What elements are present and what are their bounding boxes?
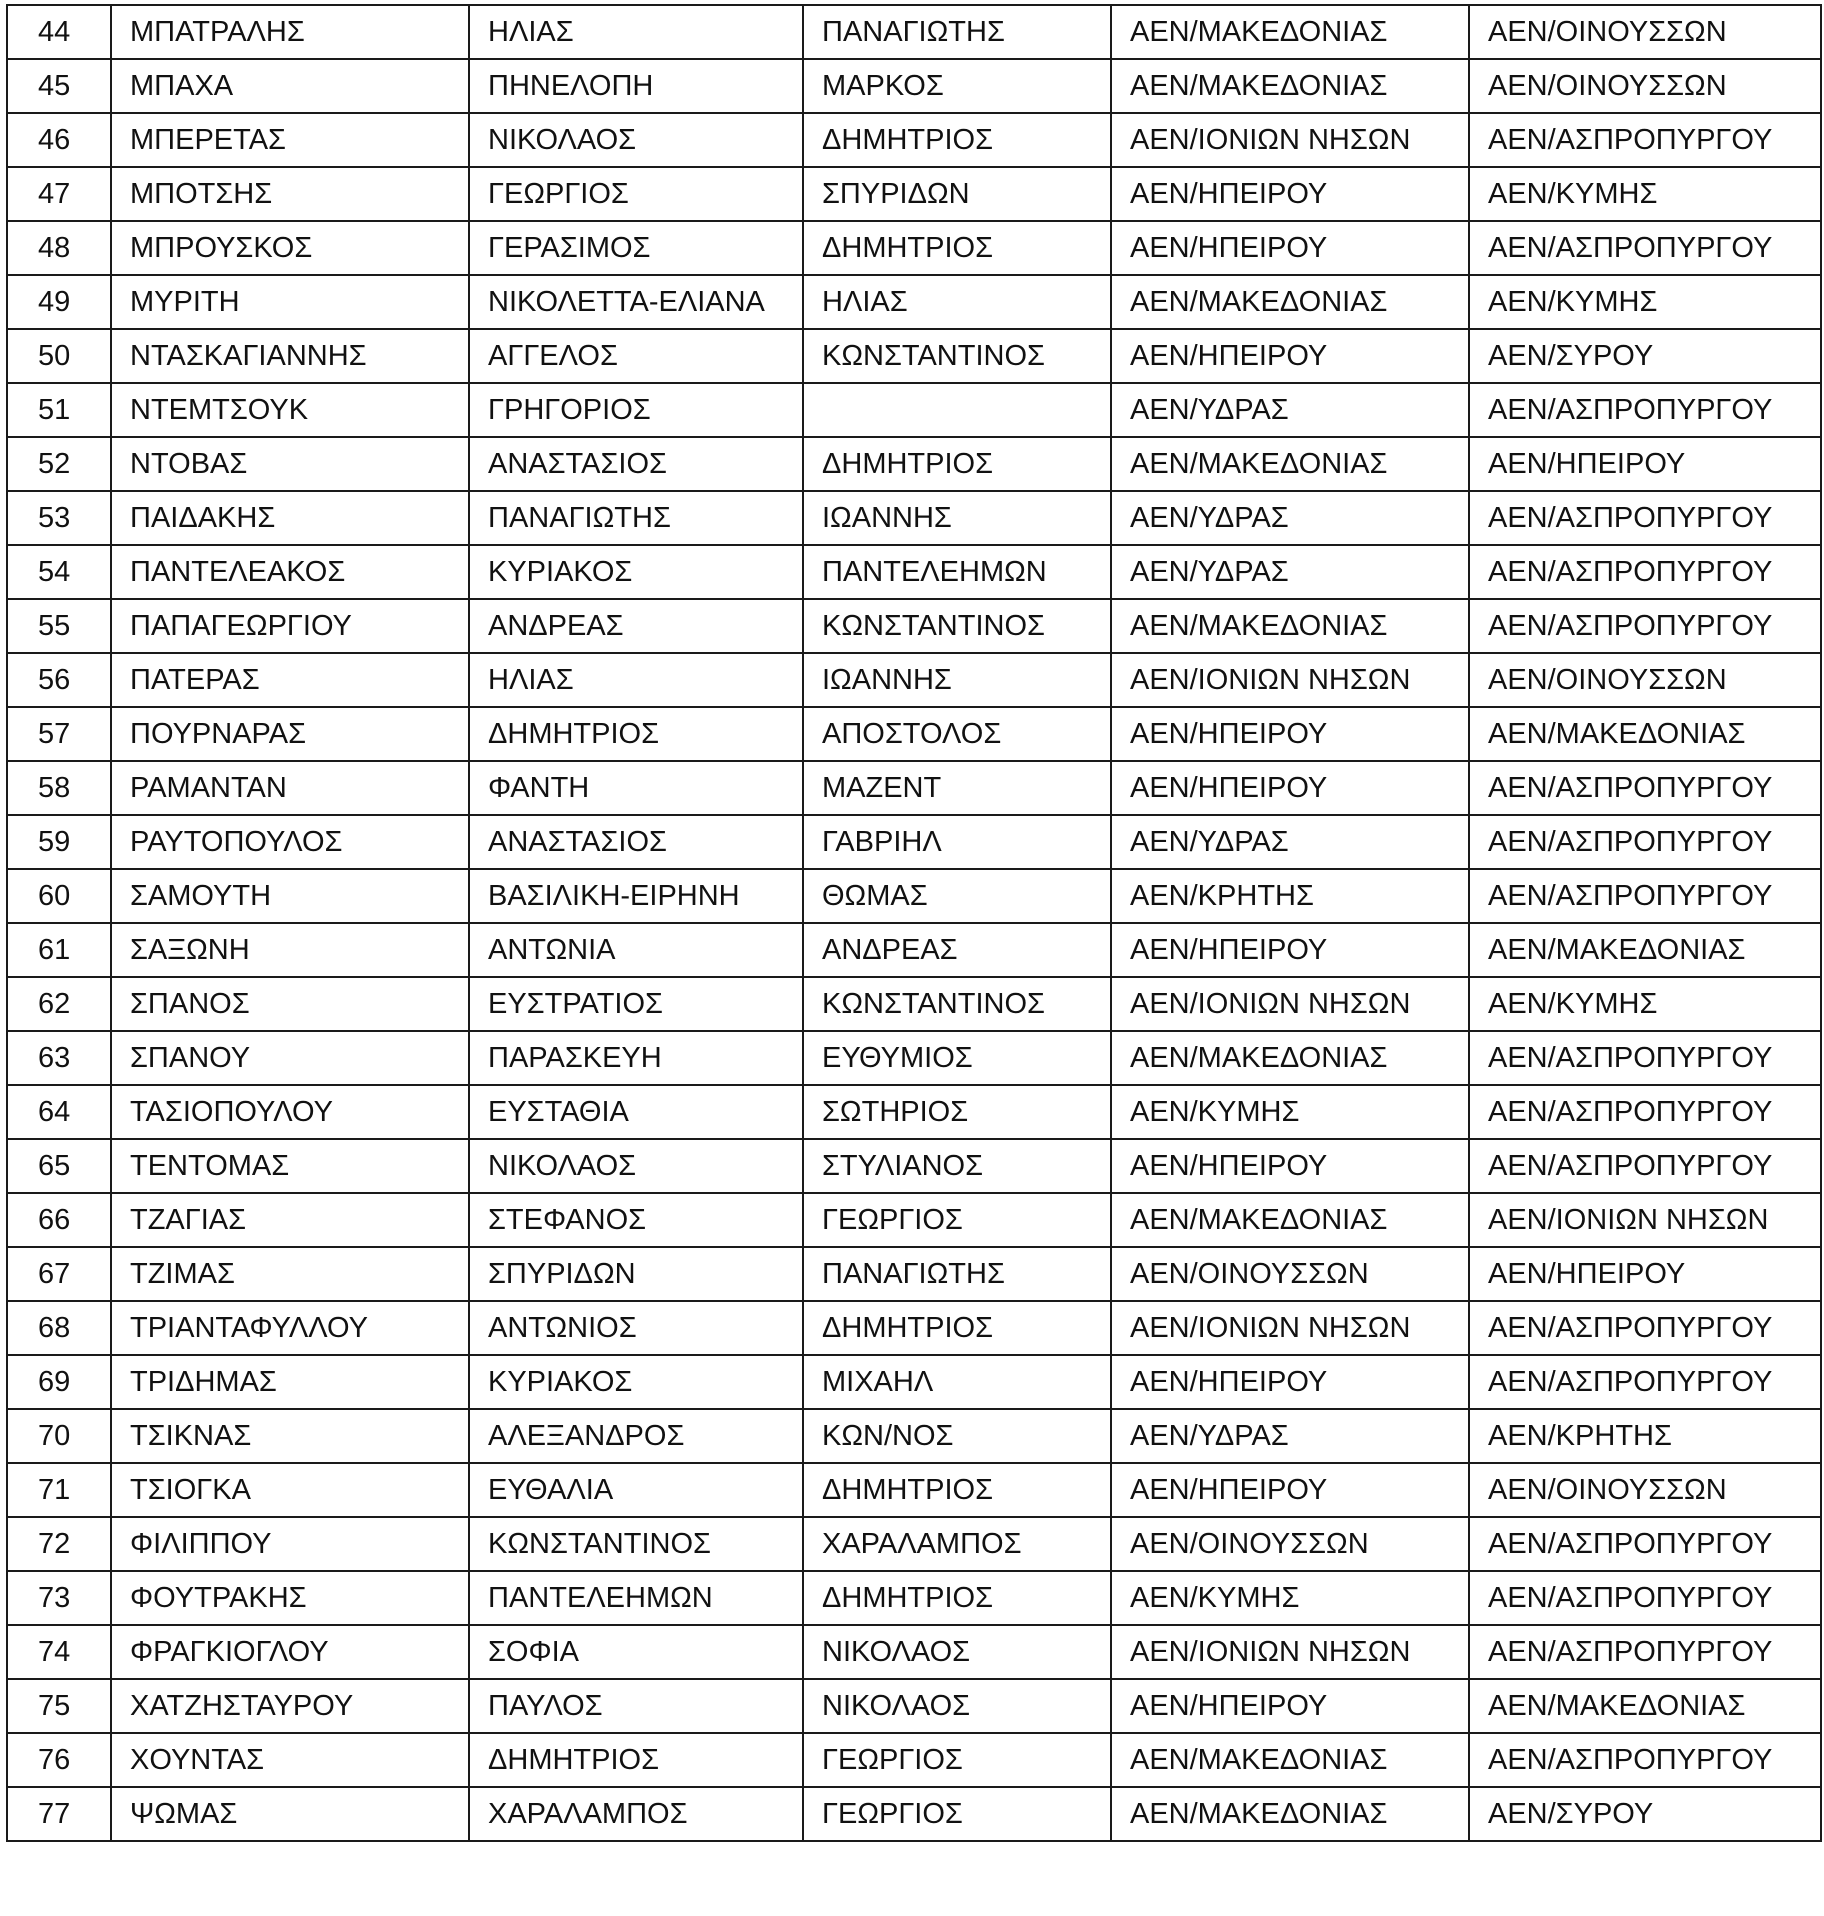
destination-school-cell: ΑΕΝ/ΑΣΠΡΟΠΥΡΓΟΥ bbox=[1469, 545, 1821, 599]
surname-cell: ΣΑΜΟΥΤΗ bbox=[111, 869, 469, 923]
destination-school-cell: ΑΕΝ/ΑΣΠΡΟΠΥΡΓΟΥ bbox=[1469, 1517, 1821, 1571]
first-name-cell: ΕΥΣΤΡΑΤΙΟΣ bbox=[469, 977, 803, 1031]
first-name-cell: ΝΙΚΟΛΑΟΣ bbox=[469, 1139, 803, 1193]
first-name-cell: ΒΑΣΙΛΙΚΗ-ΕΙΡΗΝΗ bbox=[469, 869, 803, 923]
table-row bbox=[7, 167, 1821, 221]
row-number: 55 bbox=[7, 599, 111, 653]
destination-school-cell: ΑΕΝ/ΜΑΚΕΔΟΝΙΑΣ bbox=[1469, 923, 1821, 977]
destination-school-cell: ΑΕΝ/ΣΥΡΟΥ bbox=[1469, 1787, 1821, 1841]
destination-school-cell: ΑΕΝ/ΚΥΜΗΣ bbox=[1469, 275, 1821, 329]
first-name-cell: ΓΡΗΓΟΡΙΟΣ bbox=[469, 383, 803, 437]
destination-school-cell: ΑΕΝ/ΑΣΠΡΟΠΥΡΓΟΥ bbox=[1469, 221, 1821, 275]
first-name-cell: ΓΕΡΑΣΙΜΟΣ bbox=[469, 221, 803, 275]
table-row bbox=[7, 599, 1821, 653]
surname-cell: ΧΟΥΝΤΑΣ bbox=[111, 1733, 469, 1787]
table-row bbox=[7, 5, 1821, 59]
table-row bbox=[7, 977, 1821, 1031]
father-name-cell: ΣΠΥΡΙΔΩΝ bbox=[803, 167, 1111, 221]
first-name-cell: ΠΑΥΛΟΣ bbox=[469, 1679, 803, 1733]
father-name-cell: ΝΙΚΟΛΑΟΣ bbox=[803, 1679, 1111, 1733]
row-number: 49 bbox=[7, 275, 111, 329]
surname-cell: ΤΡΙΔΗΜΑΣ bbox=[111, 1355, 469, 1409]
row-number: 73 bbox=[7, 1571, 111, 1625]
surname-cell: ΜΥΡΙΤΗ bbox=[111, 275, 469, 329]
destination-school-cell: ΑΕΝ/ΑΣΠΡΟΠΥΡΓΟΥ bbox=[1469, 815, 1821, 869]
table-row bbox=[7, 383, 1821, 437]
table-row bbox=[7, 707, 1821, 761]
father-name-cell: ΓΕΩΡΓΙΟΣ bbox=[803, 1733, 1111, 1787]
first-name-cell: ΧΑΡΑΛΑΜΠΟΣ bbox=[469, 1787, 803, 1841]
row-number: 45 bbox=[7, 59, 111, 113]
surname-cell: ΠΑΤΕΡΑΣ bbox=[111, 653, 469, 707]
row-number: 71 bbox=[7, 1463, 111, 1517]
first-name-cell: ΓΕΩΡΓΙΟΣ bbox=[469, 167, 803, 221]
surname-cell: ΤΣΙΚΝΑΣ bbox=[111, 1409, 469, 1463]
table-row bbox=[7, 221, 1821, 275]
surname-cell: ΣΑΞΩΝΗ bbox=[111, 923, 469, 977]
origin-school-cell: ΑΕΝ/ΥΔΡΑΣ bbox=[1111, 383, 1469, 437]
father-name-cell: ΧΑΡΑΛΑΜΠΟΣ bbox=[803, 1517, 1111, 1571]
row-number: 63 bbox=[7, 1031, 111, 1085]
destination-school-cell: ΑΕΝ/ΑΣΠΡΟΠΥΡΓΟΥ bbox=[1469, 1625, 1821, 1679]
destination-school-cell: ΑΕΝ/ΑΣΠΡΟΠΥΡΓΟΥ bbox=[1469, 599, 1821, 653]
father-name-cell: ΣΤΥΛΙΑΝΟΣ bbox=[803, 1139, 1111, 1193]
row-number: 44 bbox=[7, 5, 111, 59]
row-number: 67 bbox=[7, 1247, 111, 1301]
first-name-cell: ΑΝΤΩΝΙΑ bbox=[469, 923, 803, 977]
first-name-cell: ΠΑΡΑΣΚΕΥΗ bbox=[469, 1031, 803, 1085]
father-name-cell: ΔΗΜΗΤΡΙΟΣ bbox=[803, 113, 1111, 167]
destination-school-cell: ΑΕΝ/ΑΣΠΡΟΠΥΡΓΟΥ bbox=[1469, 761, 1821, 815]
row-number: 57 bbox=[7, 707, 111, 761]
first-name-cell: ΝΙΚΟΛΑΟΣ bbox=[469, 113, 803, 167]
destination-school-cell: ΑΕΝ/ΟΙΝΟΥΣΣΩΝ bbox=[1469, 5, 1821, 59]
roster-table bbox=[6, 4, 1822, 1842]
destination-school-cell: ΑΕΝ/ΑΣΠΡΟΠΥΡΓΟΥ bbox=[1469, 491, 1821, 545]
father-name-cell: ΑΠΟΣΤΟΛΟΣ bbox=[803, 707, 1111, 761]
origin-school-cell: ΑΕΝ/ΙΟΝΙΩΝ ΝΗΣΩΝ bbox=[1111, 113, 1469, 167]
first-name-cell: ΚΥΡΙΑΚΟΣ bbox=[469, 1355, 803, 1409]
father-name-cell: ΚΩΝΣΤΑΝΤΙΝΟΣ bbox=[803, 977, 1111, 1031]
surname-cell: ΨΩΜΑΣ bbox=[111, 1787, 469, 1841]
surname-cell: ΡΑΜΑΝΤΑΝ bbox=[111, 761, 469, 815]
first-name-cell: ΠΑΝΑΓΙΩΤΗΣ bbox=[469, 491, 803, 545]
first-name-cell: ΠΑΝΤΕΛΕΗΜΩΝ bbox=[469, 1571, 803, 1625]
surname-cell: ΤΣΙΟΓΚΑ bbox=[111, 1463, 469, 1517]
father-name-cell: ΘΩΜΑΣ bbox=[803, 869, 1111, 923]
origin-school-cell: ΑΕΝ/ΗΠΕΙΡΟΥ bbox=[1111, 167, 1469, 221]
surname-cell: ΦΙΛΙΠΠΟΥ bbox=[111, 1517, 469, 1571]
row-number: 75 bbox=[7, 1679, 111, 1733]
first-name-cell: ΦΑΝΤΗ bbox=[469, 761, 803, 815]
origin-school-cell: ΑΕΝ/ΜΑΚΕΔΟΝΙΑΣ bbox=[1111, 437, 1469, 491]
row-number: 68 bbox=[7, 1301, 111, 1355]
row-number: 52 bbox=[7, 437, 111, 491]
row-number: 47 bbox=[7, 167, 111, 221]
destination-school-cell: ΑΕΝ/ΑΣΠΡΟΠΥΡΓΟΥ bbox=[1469, 1355, 1821, 1409]
first-name-cell: ΣΟΦΙΑ bbox=[469, 1625, 803, 1679]
destination-school-cell: ΑΕΝ/ΑΣΠΡΟΠΥΡΓΟΥ bbox=[1469, 113, 1821, 167]
father-name-cell: ΠΑΝΤΕΛΕΗΜΩΝ bbox=[803, 545, 1111, 599]
origin-school-cell: ΑΕΝ/ΙΟΝΙΩΝ ΝΗΣΩΝ bbox=[1111, 1625, 1469, 1679]
destination-school-cell: ΑΕΝ/ΑΣΠΡΟΠΥΡΓΟΥ bbox=[1469, 1301, 1821, 1355]
father-name-cell: ΣΩΤΗΡΙΟΣ bbox=[803, 1085, 1111, 1139]
destination-school-cell: ΑΕΝ/ΚΥΜΗΣ bbox=[1469, 977, 1821, 1031]
table-row bbox=[7, 1625, 1821, 1679]
surname-cell: ΡΑΥΤΟΠΟΥΛΟΣ bbox=[111, 815, 469, 869]
row-number: 61 bbox=[7, 923, 111, 977]
table-row bbox=[7, 1409, 1821, 1463]
father-name-cell: ΔΗΜΗΤΡΙΟΣ bbox=[803, 1571, 1111, 1625]
surname-cell: ΜΠΑΤΡΑΛΗΣ bbox=[111, 5, 469, 59]
row-number: 76 bbox=[7, 1733, 111, 1787]
table-row bbox=[7, 1193, 1821, 1247]
table-row bbox=[7, 1301, 1821, 1355]
surname-cell: ΝΤΑΣΚΑΓΙΑΝΝΗΣ bbox=[111, 329, 469, 383]
surname-cell: ΠΑΠΑΓΕΩΡΓΙΟΥ bbox=[111, 599, 469, 653]
table-row bbox=[7, 113, 1821, 167]
origin-school-cell: ΑΕΝ/ΜΑΚΕΔΟΝΙΑΣ bbox=[1111, 1733, 1469, 1787]
row-number: 54 bbox=[7, 545, 111, 599]
origin-school-cell: ΑΕΝ/ΗΠΕΙΡΟΥ bbox=[1111, 221, 1469, 275]
surname-cell: ΠΑΝΤΕΛΕΑΚΟΣ bbox=[111, 545, 469, 599]
origin-school-cell: ΑΕΝ/ΗΠΕΙΡΟΥ bbox=[1111, 707, 1469, 761]
father-name-cell: ΜΙΧΑΗΛ bbox=[803, 1355, 1111, 1409]
destination-school-cell: ΑΕΝ/ΟΙΝΟΥΣΣΩΝ bbox=[1469, 59, 1821, 113]
first-name-cell: ΑΓΓΕΛΟΣ bbox=[469, 329, 803, 383]
table-row bbox=[7, 761, 1821, 815]
row-number: 58 bbox=[7, 761, 111, 815]
surname-cell: ΜΠΟΤΣΗΣ bbox=[111, 167, 469, 221]
destination-school-cell: ΑΕΝ/ΑΣΠΡΟΠΥΡΓΟΥ bbox=[1469, 383, 1821, 437]
father-name-cell: ΓΑΒΡΙΗΛ bbox=[803, 815, 1111, 869]
first-name-cell: ΗΛΙΑΣ bbox=[469, 653, 803, 707]
table-row bbox=[7, 1247, 1821, 1301]
surname-cell: ΜΠΕΡΕΤΑΣ bbox=[111, 113, 469, 167]
father-name-cell: ΜΑΡΚΟΣ bbox=[803, 59, 1111, 113]
row-number: 64 bbox=[7, 1085, 111, 1139]
row-number: 48 bbox=[7, 221, 111, 275]
table-row bbox=[7, 1031, 1821, 1085]
row-number: 46 bbox=[7, 113, 111, 167]
destination-school-cell: ΑΕΝ/ΑΣΠΡΟΠΥΡΓΟΥ bbox=[1469, 1031, 1821, 1085]
first-name-cell: ΔΗΜΗΤΡΙΟΣ bbox=[469, 1733, 803, 1787]
table-row bbox=[7, 1571, 1821, 1625]
origin-school-cell: ΑΕΝ/ΜΑΚΕΔΟΝΙΑΣ bbox=[1111, 59, 1469, 113]
first-name-cell: ΣΤΕΦΑΝΟΣ bbox=[469, 1193, 803, 1247]
father-name-cell: ΔΗΜΗΤΡΙΟΣ bbox=[803, 1463, 1111, 1517]
destination-school-cell: ΑΕΝ/ΟΙΝΟΥΣΣΩΝ bbox=[1469, 653, 1821, 707]
destination-school-cell: ΑΕΝ/ΜΑΚΕΔΟΝΙΑΣ bbox=[1469, 1679, 1821, 1733]
origin-school-cell: ΑΕΝ/ΜΑΚΕΔΟΝΙΑΣ bbox=[1111, 5, 1469, 59]
father-name-cell: ΠΑΝΑΓΙΩΤΗΣ bbox=[803, 5, 1111, 59]
first-name-cell: ΝΙΚΟΛΕΤΤΑ-ΕΛΙΑΝΑ bbox=[469, 275, 803, 329]
destination-school-cell: ΑΕΝ/ΑΣΠΡΟΠΥΡΓΟΥ bbox=[1469, 1085, 1821, 1139]
row-number: 65 bbox=[7, 1139, 111, 1193]
origin-school-cell: ΑΕΝ/ΙΟΝΙΩΝ ΝΗΣΩΝ bbox=[1111, 1301, 1469, 1355]
table-row bbox=[7, 1787, 1821, 1841]
origin-school-cell: ΑΕΝ/ΟΙΝΟΥΣΣΩΝ bbox=[1111, 1247, 1469, 1301]
table-row bbox=[7, 1463, 1821, 1517]
destination-school-cell: ΑΕΝ/ΗΠΕΙΡΟΥ bbox=[1469, 437, 1821, 491]
row-number: 53 bbox=[7, 491, 111, 545]
table-row bbox=[7, 329, 1821, 383]
first-name-cell: ΣΠΥΡΙΔΩΝ bbox=[469, 1247, 803, 1301]
surname-cell: ΦΟΥΤΡΑΚΗΣ bbox=[111, 1571, 469, 1625]
table-row bbox=[7, 1733, 1821, 1787]
origin-school-cell: ΑΕΝ/ΙΟΝΙΩΝ ΝΗΣΩΝ bbox=[1111, 977, 1469, 1031]
father-name-cell: ΙΩΑΝΝΗΣ bbox=[803, 653, 1111, 707]
first-name-cell: ΗΛΙΑΣ bbox=[469, 5, 803, 59]
table-row bbox=[7, 59, 1821, 113]
father-name-cell: ΕΥΘΥΜΙΟΣ bbox=[803, 1031, 1111, 1085]
father-name-cell: ΜΑΖΕΝΤ bbox=[803, 761, 1111, 815]
row-number: 62 bbox=[7, 977, 111, 1031]
row-number: 70 bbox=[7, 1409, 111, 1463]
father-name-cell bbox=[803, 383, 1111, 437]
father-name-cell: ΠΑΝΑΓΙΩΤΗΣ bbox=[803, 1247, 1111, 1301]
row-number: 77 bbox=[7, 1787, 111, 1841]
table-row bbox=[7, 1139, 1821, 1193]
table-row bbox=[7, 1679, 1821, 1733]
surname-cell: ΝΤΟΒΑΣ bbox=[111, 437, 469, 491]
origin-school-cell: ΑΕΝ/ΥΔΡΑΣ bbox=[1111, 491, 1469, 545]
first-name-cell: ΠΗΝΕΛΟΠΗ bbox=[469, 59, 803, 113]
origin-school-cell: ΑΕΝ/ΗΠΕΙΡΟΥ bbox=[1111, 761, 1469, 815]
origin-school-cell: ΑΕΝ/ΗΠΕΙΡΟΥ bbox=[1111, 1463, 1469, 1517]
father-name-cell: ΝΙΚΟΛΑΟΣ bbox=[803, 1625, 1111, 1679]
origin-school-cell: ΑΕΝ/ΜΑΚΕΔΟΝΙΑΣ bbox=[1111, 275, 1469, 329]
table-row bbox=[7, 437, 1821, 491]
origin-school-cell: ΑΕΝ/ΗΠΕΙΡΟΥ bbox=[1111, 923, 1469, 977]
row-number: 60 bbox=[7, 869, 111, 923]
origin-school-cell: ΑΕΝ/ΜΑΚΕΔΟΝΙΑΣ bbox=[1111, 1031, 1469, 1085]
destination-school-cell: ΑΕΝ/ΙΟΝΙΩΝ ΝΗΣΩΝ bbox=[1469, 1193, 1821, 1247]
document-page bbox=[6, 4, 1820, 1842]
destination-school-cell: ΑΕΝ/ΑΣΠΡΟΠΥΡΓΟΥ bbox=[1469, 1733, 1821, 1787]
origin-school-cell: ΑΕΝ/ΗΠΕΙΡΟΥ bbox=[1111, 1355, 1469, 1409]
father-name-cell: ΔΗΜΗΤΡΙΟΣ bbox=[803, 1301, 1111, 1355]
father-name-cell: ΙΩΑΝΝΗΣ bbox=[803, 491, 1111, 545]
table-row bbox=[7, 545, 1821, 599]
row-number: 69 bbox=[7, 1355, 111, 1409]
destination-school-cell: ΑΕΝ/ΑΣΠΡΟΠΥΡΓΟΥ bbox=[1469, 1139, 1821, 1193]
table-row bbox=[7, 1355, 1821, 1409]
origin-school-cell: ΑΕΝ/ΚΥΜΗΣ bbox=[1111, 1571, 1469, 1625]
surname-cell: ΤΖΙΜΑΣ bbox=[111, 1247, 469, 1301]
table-row bbox=[7, 923, 1821, 977]
destination-school-cell: ΑΕΝ/ΑΣΠΡΟΠΥΡΓΟΥ bbox=[1469, 869, 1821, 923]
first-name-cell: ΑΛΕΞΑΝΔΡΟΣ bbox=[469, 1409, 803, 1463]
surname-cell: ΜΠΡΟΥΣΚΟΣ bbox=[111, 221, 469, 275]
origin-school-cell: ΑΕΝ/ΜΑΚΕΔΟΝΙΑΣ bbox=[1111, 1193, 1469, 1247]
origin-school-cell: ΑΕΝ/ΙΟΝΙΩΝ ΝΗΣΩΝ bbox=[1111, 653, 1469, 707]
row-number: 74 bbox=[7, 1625, 111, 1679]
origin-school-cell: ΑΕΝ/ΗΠΕΙΡΟΥ bbox=[1111, 329, 1469, 383]
row-number: 51 bbox=[7, 383, 111, 437]
father-name-cell: ΓΕΩΡΓΙΟΣ bbox=[803, 1787, 1111, 1841]
origin-school-cell: ΑΕΝ/ΜΑΚΕΔΟΝΙΑΣ bbox=[1111, 599, 1469, 653]
first-name-cell: ΑΝΑΣΤΑΣΙΟΣ bbox=[469, 815, 803, 869]
first-name-cell: ΚΩΝΣΤΑΝΤΙΝΟΣ bbox=[469, 1517, 803, 1571]
surname-cell: ΝΤΕΜΤΣΟΥΚ bbox=[111, 383, 469, 437]
surname-cell: ΜΠΑΧΑ bbox=[111, 59, 469, 113]
father-name-cell: ΓΕΩΡΓΙΟΣ bbox=[803, 1193, 1111, 1247]
father-name-cell: ΚΩΝΣΤΑΝΤΙΝΟΣ bbox=[803, 599, 1111, 653]
destination-school-cell: ΑΕΝ/ΣΥΡΟΥ bbox=[1469, 329, 1821, 383]
table-row bbox=[7, 1517, 1821, 1571]
destination-school-cell: ΑΕΝ/ΟΙΝΟΥΣΣΩΝ bbox=[1469, 1463, 1821, 1517]
destination-school-cell: ΑΕΝ/ΜΑΚΕΔΟΝΙΑΣ bbox=[1469, 707, 1821, 761]
table-row bbox=[7, 653, 1821, 707]
origin-school-cell: ΑΕΝ/ΥΔΡΑΣ bbox=[1111, 1409, 1469, 1463]
surname-cell: ΤΕΝΤΟΜΑΣ bbox=[111, 1139, 469, 1193]
first-name-cell: ΑΝΤΩΝΙΟΣ bbox=[469, 1301, 803, 1355]
surname-cell: ΠΑΙΔΑΚΗΣ bbox=[111, 491, 469, 545]
origin-school-cell: ΑΕΝ/ΜΑΚΕΔΟΝΙΑΣ bbox=[1111, 1787, 1469, 1841]
table-row bbox=[7, 815, 1821, 869]
surname-cell: ΤΡΙΑΝΤΑΦΥΛΛΟΥ bbox=[111, 1301, 469, 1355]
father-name-cell: ΚΩΝΣΤΑΝΤΙΝΟΣ bbox=[803, 329, 1111, 383]
table-row bbox=[7, 869, 1821, 923]
surname-cell: ΤΖΑΓΙΑΣ bbox=[111, 1193, 469, 1247]
father-name-cell: ΔΗΜΗΤΡΙΟΣ bbox=[803, 221, 1111, 275]
surname-cell: ΣΠΑΝΟΥ bbox=[111, 1031, 469, 1085]
origin-school-cell: ΑΕΝ/ΚΥΜΗΣ bbox=[1111, 1085, 1469, 1139]
surname-cell: ΦΡΑΓΚΙΟΓΛΟΥ bbox=[111, 1625, 469, 1679]
destination-school-cell: ΑΕΝ/ΗΠΕΙΡΟΥ bbox=[1469, 1247, 1821, 1301]
origin-school-cell: ΑΕΝ/ΟΙΝΟΥΣΣΩΝ bbox=[1111, 1517, 1469, 1571]
origin-school-cell: ΑΕΝ/ΗΠΕΙΡΟΥ bbox=[1111, 1679, 1469, 1733]
first-name-cell: ΚΥΡΙΑΚΟΣ bbox=[469, 545, 803, 599]
origin-school-cell: ΑΕΝ/ΥΔΡΑΣ bbox=[1111, 815, 1469, 869]
destination-school-cell: ΑΕΝ/ΑΣΠΡΟΠΥΡΓΟΥ bbox=[1469, 1571, 1821, 1625]
surname-cell: ΤΑΣΙΟΠΟΥΛΟΥ bbox=[111, 1085, 469, 1139]
roster-table-body bbox=[7, 5, 1821, 1841]
father-name-cell: ΑΝΔΡΕΑΣ bbox=[803, 923, 1111, 977]
row-number: 66 bbox=[7, 1193, 111, 1247]
row-number: 72 bbox=[7, 1517, 111, 1571]
row-number: 50 bbox=[7, 329, 111, 383]
first-name-cell: ΔΗΜΗΤΡΙΟΣ bbox=[469, 707, 803, 761]
row-number: 59 bbox=[7, 815, 111, 869]
surname-cell: ΠΟΥΡΝΑΡΑΣ bbox=[111, 707, 469, 761]
row-number: 56 bbox=[7, 653, 111, 707]
surname-cell: ΧΑΤΖΗΣΤΑΥΡΟΥ bbox=[111, 1679, 469, 1733]
origin-school-cell: ΑΕΝ/ΗΠΕΙΡΟΥ bbox=[1111, 1139, 1469, 1193]
origin-school-cell: ΑΕΝ/ΚΡΗΤΗΣ bbox=[1111, 869, 1469, 923]
table-row bbox=[7, 1085, 1821, 1139]
origin-school-cell: ΑΕΝ/ΥΔΡΑΣ bbox=[1111, 545, 1469, 599]
table-row bbox=[7, 275, 1821, 329]
destination-school-cell: ΑΕΝ/ΚΥΜΗΣ bbox=[1469, 167, 1821, 221]
father-name-cell: ΗΛΙΑΣ bbox=[803, 275, 1111, 329]
destination-school-cell: ΑΕΝ/ΚΡΗΤΗΣ bbox=[1469, 1409, 1821, 1463]
first-name-cell: ΕΥΘΑΛΙΑ bbox=[469, 1463, 803, 1517]
father-name-cell: ΔΗΜΗΤΡΙΟΣ bbox=[803, 437, 1111, 491]
first-name-cell: ΕΥΣΤΑΘΙΑ bbox=[469, 1085, 803, 1139]
father-name-cell: ΚΩΝ/ΝΟΣ bbox=[803, 1409, 1111, 1463]
first-name-cell: ΑΝΑΣΤΑΣΙΟΣ bbox=[469, 437, 803, 491]
surname-cell: ΣΠΑΝΟΣ bbox=[111, 977, 469, 1031]
table-row bbox=[7, 491, 1821, 545]
first-name-cell: ΑΝΔΡΕΑΣ bbox=[469, 599, 803, 653]
